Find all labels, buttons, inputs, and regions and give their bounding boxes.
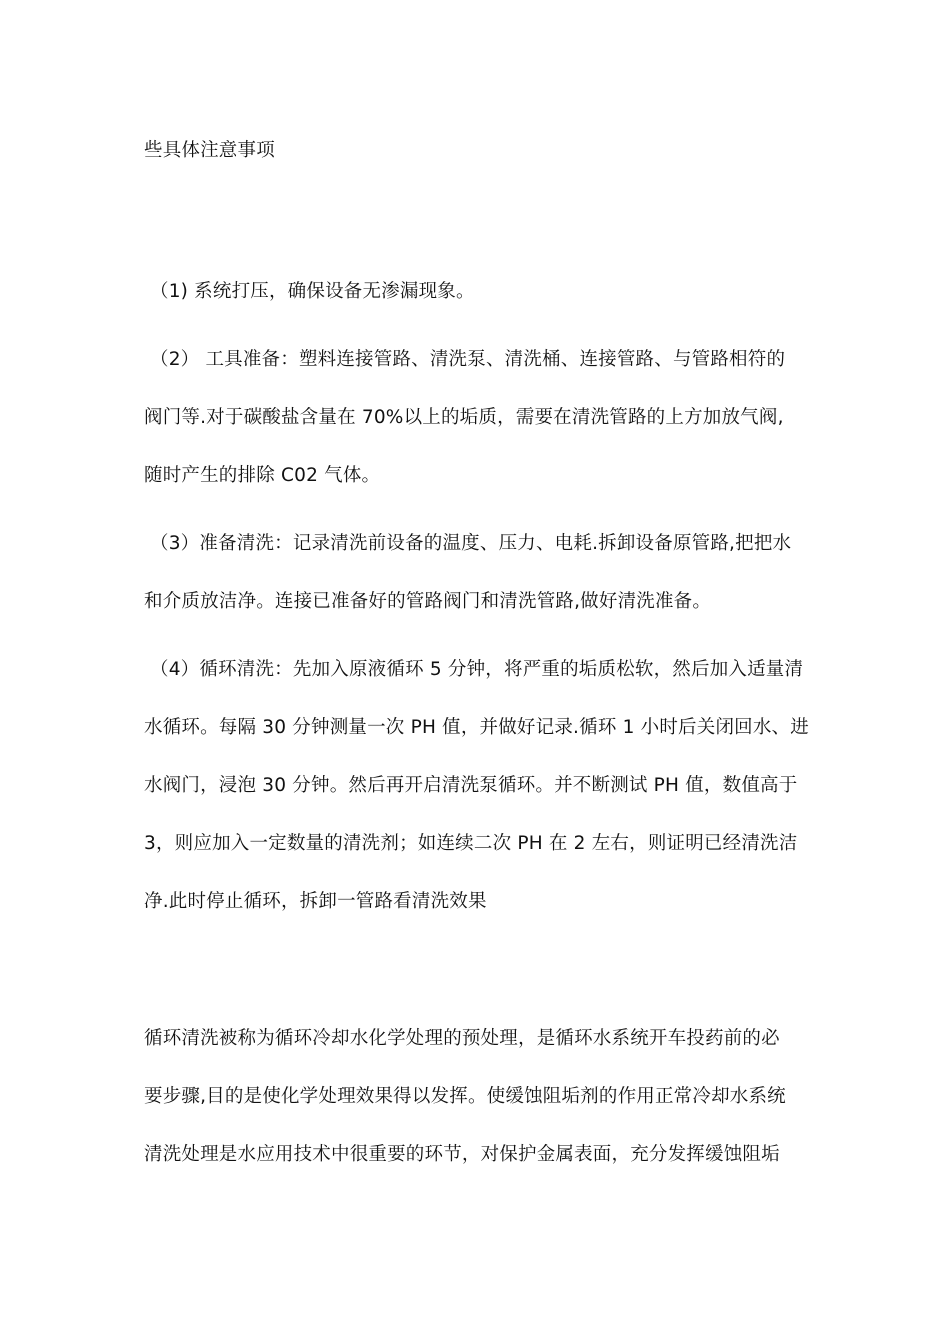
- paragraph-4-line-1: （4）循环清洗：先加入原液循环 5 分钟，将严重的垢质松软，然后加入适量清: [150, 659, 804, 680]
- paragraph-4-line-2: 水循环。每隔 30 分钟测量一次 PH 值，并做好记录.循环 1 小时后关闭回水、进: [144, 717, 809, 738]
- paragraph-2-line-3: 随时产生的排除 C02 气体。: [144, 465, 381, 486]
- paragraph-3-line-1: （3）准备清洗：记录清洗前设备的温度、压力、电耗.拆卸设备原管路,把把水: [150, 533, 792, 554]
- paragraph-4-line-3: 水阀门，浸泡 30 分钟。然后再开启清洗泵循环。并不断测试 PH 值，数值高于: [144, 775, 798, 796]
- paragraph-5-line-1: 循环清洗被称为循环冷却水化学处理的预处理，是循环水系统开车投药前的必: [144, 1028, 780, 1049]
- paragraph-4-line-4: 3，则应加入一定数量的清洗剂；如连续二次 PH 在 2 左右，则证明已经清洗洁: [144, 833, 798, 854]
- paragraph-4-line-5: 净.此时停止循环，拆卸一管路看清洗效果: [144, 891, 487, 912]
- section-heading: 些具体注意事项: [144, 140, 275, 161]
- paragraph-2-line-2: 阀门等.对于碳酸盐含量在 70%以上的垢质，需要在清洗管路的上方加放气阀,: [144, 407, 784, 428]
- paragraph-5-line-3: 清洗处理是水应用技术中很重要的环节，对保护金属表面，充分发挥缓蚀阻垢: [144, 1144, 780, 1165]
- paragraph-2-line-1: （2） 工具准备：塑料连接管路、清洗泵、清洗桶、连接管路、与管路相符的: [150, 349, 786, 370]
- paragraph-3-line-2: 和介质放洁净。连接已准备好的管路阀门和清洗管路,做好清洗准备。: [144, 591, 712, 612]
- paragraph-1-line-1: （1) 系统打压，确保设备无渗漏现象。: [150, 281, 475, 302]
- paragraph-5-line-2: 要步骤,目的是使化学处理效果得以发挥。使缓蚀阻垢剂的作用正常冷却水系统: [144, 1086, 786, 1107]
